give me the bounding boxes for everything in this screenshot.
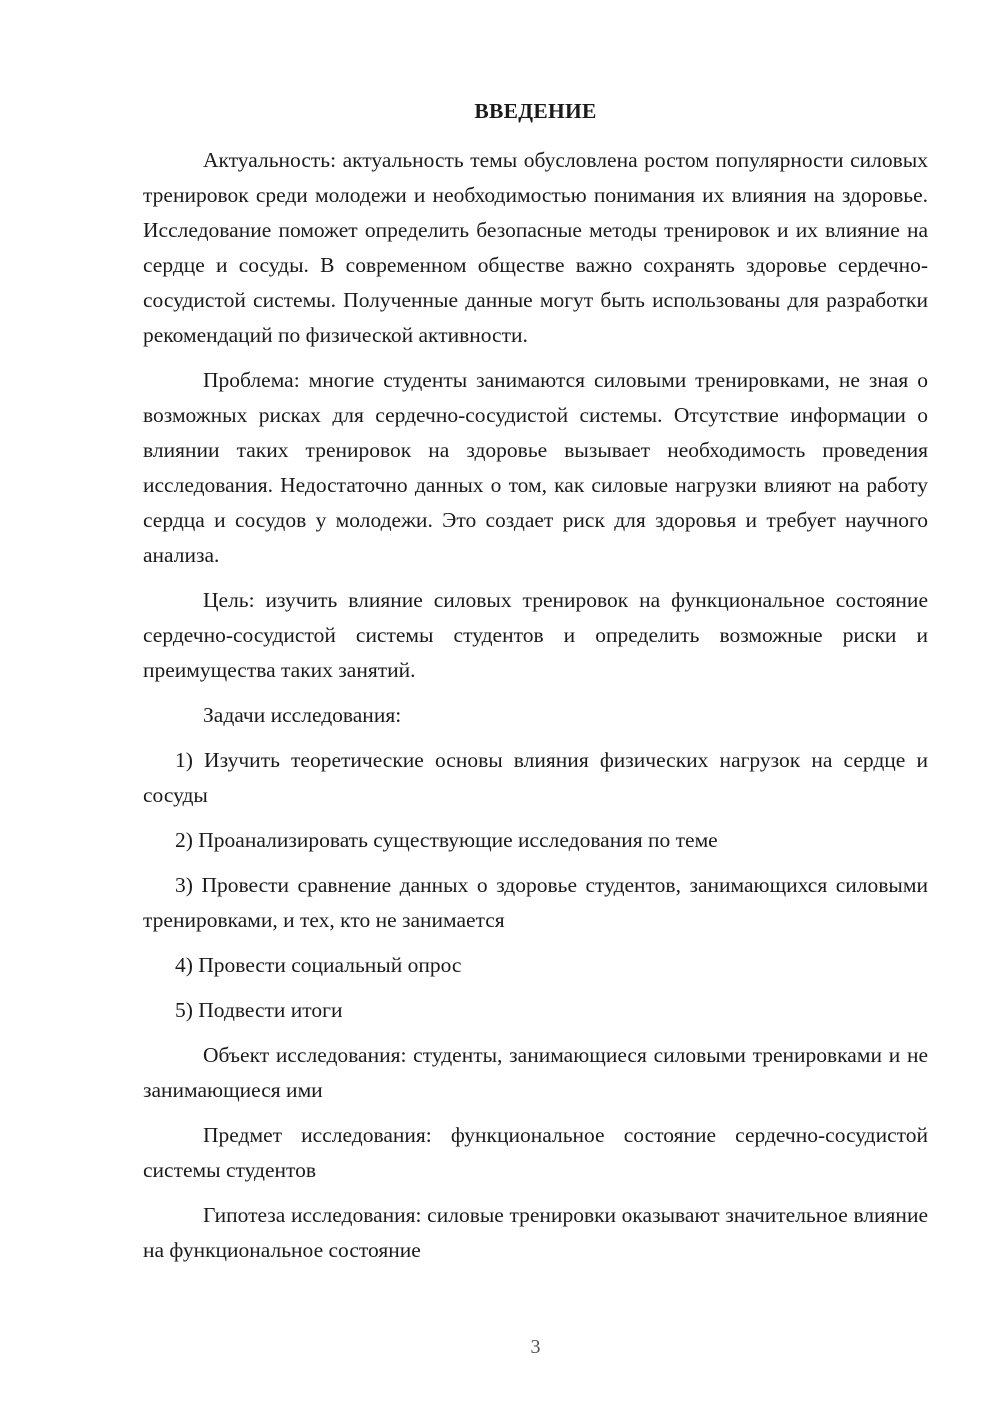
paragraph-goal: Цель: изучить влияние силовых тренировок на функциональное состояние сердечно-сосудистой системы студентов и определить возможные риски и преимущества таких занятий. bbox=[143, 588, 928, 682]
paragraph-problem: Проблема: многие студенты занимаются силовыми тренировками, не зная о возможных рисках для сердечно-сосудистой системы. Отсутствие информации о влиянии таких тренировок на здоровье вызывает необходимость проведения исследования. Недостаточно данных о том, как силовые нагрузки влияют на работу сердца и сосудов у молодежи. Это создает риск для здоровья и требует научного анализа. bbox=[143, 368, 928, 567]
document-page bbox=[143, 0, 928, 1414]
task-item-4: 4) Провести социальный опрос bbox=[175, 953, 462, 977]
task-item-5: 5) Подвести итоги bbox=[175, 998, 343, 1022]
tasks-heading: Задачи исследования: bbox=[203, 703, 402, 727]
page-number: 3 bbox=[530, 1336, 541, 1358]
task-item-1: 1) Изучить теоретические основы влияния физических нагрузок на сердце и сосуды bbox=[143, 748, 928, 807]
paragraph-subject: Предмет исследования: функциональное состояние сердечно-сосудистой системы студентов bbox=[143, 1123, 928, 1182]
paragraph-object: Объект исследования: студенты, занимающиеся силовыми тренировками и не занимающиеся ими bbox=[143, 1043, 928, 1102]
task-item-2: 2) Проанализировать существующие исследования по теме bbox=[175, 828, 718, 852]
document-body bbox=[143, 143, 928, 1278]
section-title: ВВЕДЕНИЕ bbox=[474, 99, 597, 123]
task-item-3: 3) Провести сравнение данных о здоровье студентов, занимающихся силовыми тренировками, и тех, кто не занимается bbox=[143, 873, 928, 932]
paragraph-hypothesis: Гипотеза исследования: силовые тренировки оказывают значительное влияние на функциональное состояние bbox=[143, 1203, 928, 1262]
paragraph-actuality: Актуальность: актуальность темы обусловлена ростом популярности силовых тренировок среди молодежи и необходимостью понимания их влияния на здоровье. Исследование поможет определить безопасные методы тренировок и их влияние на сердце и сосуды. В современном обществе важно сохранять здоровье сердечно-сосудистой системы. Полученные данные могут быть использованы для разработки рекомендаций по физической активности. bbox=[143, 148, 928, 347]
